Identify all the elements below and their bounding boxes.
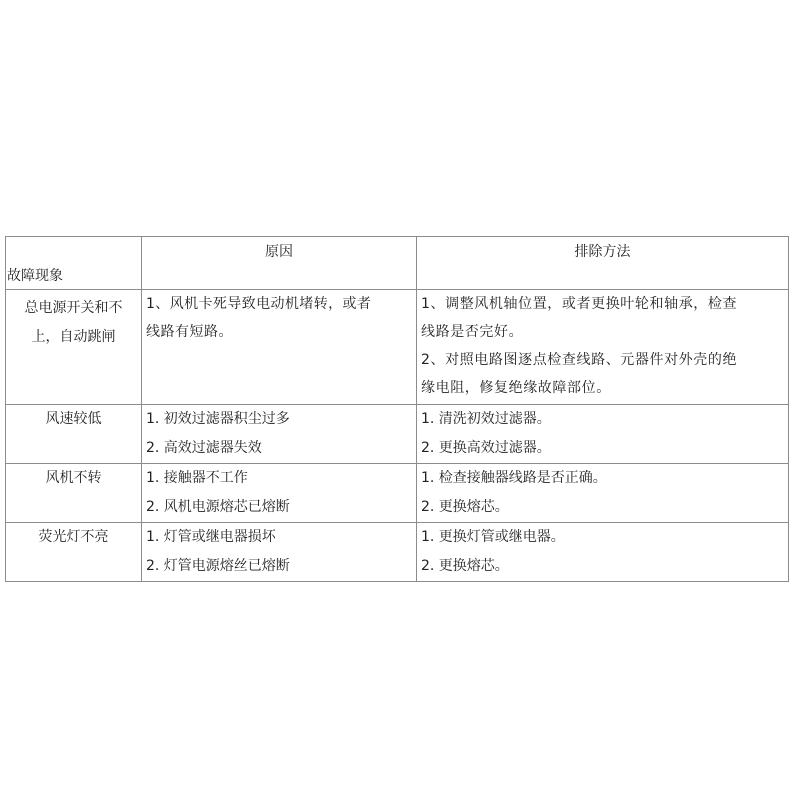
cause-line: 线路有短路。 [146,324,233,340]
header-phenomenon: 故障现象 [7,268,63,284]
cause-line: 2. 灯管电源熔丝已熔断 [146,558,290,574]
cause-line: 1. 灯管或继电器损坏 [146,529,276,545]
remedy-cell [417,523,789,582]
table-row [6,405,789,464]
cause-cell [142,405,417,464]
cause-cell [142,523,417,582]
remedy-line: 缘电阻，修复绝缘故障部位。 [421,380,611,396]
phenomenon-cell [6,464,142,523]
remedy-line: 1. 更换灯管或继电器。 [421,529,565,545]
table-row [6,464,789,523]
phenomenon-cell [6,405,142,464]
remedy-line: 2. 更换高效过滤器。 [421,440,551,456]
phenomenon-cell [6,523,142,582]
fault-table [5,236,789,582]
cause-line: 2. 高效过滤器失效 [146,440,262,456]
remedy-line: 2. 更换熔芯。 [421,499,509,515]
table-row [6,290,789,405]
remedy-line: 1. 清洗初效过滤器。 [421,411,551,427]
remedy-line: 1. 检查接触器线路是否正确。 [421,470,607,486]
header-phenomenon-cell [6,237,142,290]
header-row [6,237,789,290]
table-row [6,523,789,582]
phenomenon-cell [6,290,142,405]
remedy-line: 2. 更换熔芯。 [421,558,509,574]
remedy-cell [417,290,789,405]
remedy-cell [417,464,789,523]
header-cause-cell [142,237,417,290]
cause-line: 1. 接触器不工作 [146,470,248,486]
cause-cell [142,464,417,523]
header-cause: 原因 [265,244,293,260]
remedy-line: 线路是否完好。 [421,324,524,340]
remedy-line: 2、对照电路图逐点检查线路、元器件对外壳的绝 [421,352,738,368]
cause-line: 2. 风机电源熔芯已熔断 [146,499,290,515]
remedy-cell [417,405,789,464]
phenomenon-line: 上，自动跳闸 [31,329,116,345]
cause-line: 1. 初效过滤器积尘过多 [146,411,290,427]
header-remedy-cell [417,237,789,290]
phenomenon-line: 风速较低 [45,411,102,427]
cause-line: 1、风机卡死导致电动机堵转，或者 [146,296,372,312]
cause-cell [142,290,417,405]
header-remedy: 排除方法 [574,244,631,260]
phenomenon-line: 荧光灯不亮 [38,529,109,545]
phenomenon-line: 风机不转 [45,470,102,486]
remedy-line: 1、调整风机轴位置，或者更换叶轮和轴承，检查 [421,296,738,312]
phenomenon-line: 总电源开关和不 [24,300,123,316]
